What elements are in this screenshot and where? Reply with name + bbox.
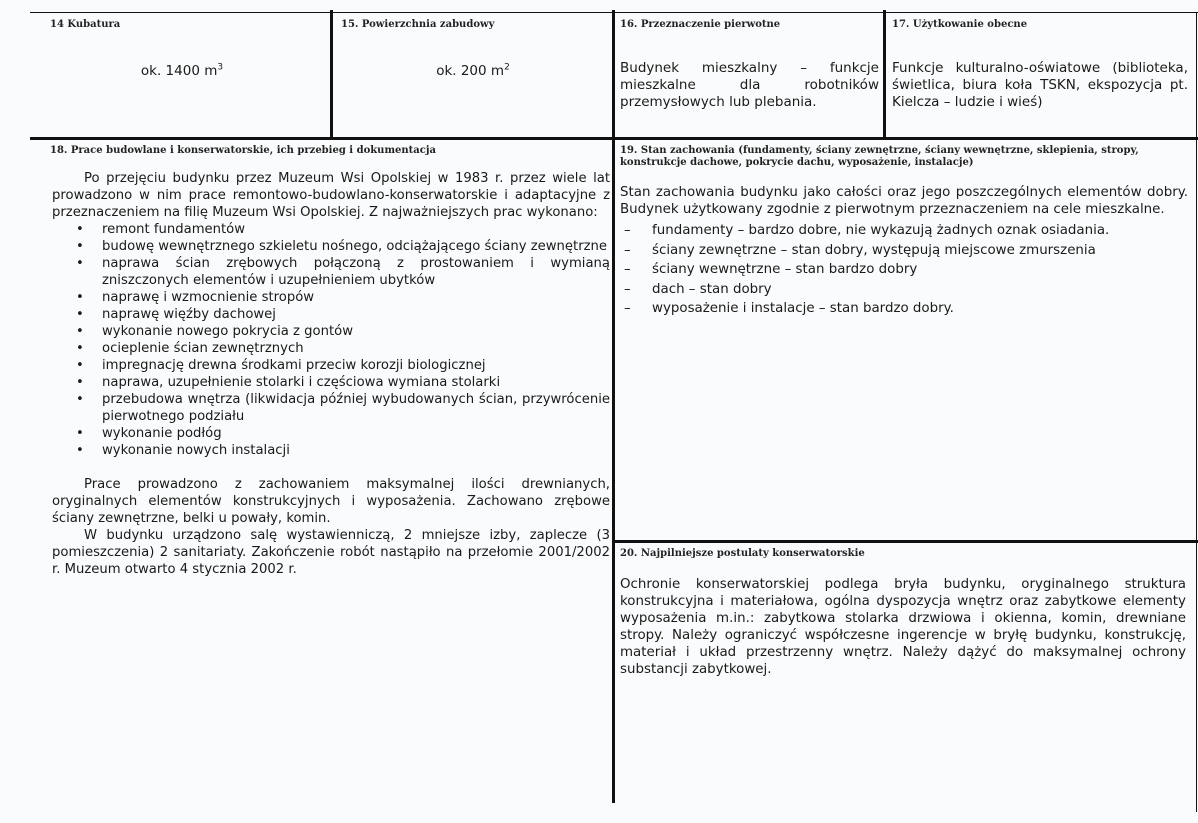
prace-list-item (52, 323, 610, 340)
prace-para3: W budynku urządzono salę wystawienniczą, 2 mniejsze izby, zaplecze (3 pomieszczenia) 2 sanitariaty. Zakończenie robót nastąpiło na przełomie 2001/2002 r. Muzeum otwarto 4 stycznia 2002 r. (52, 528, 610, 577)
value-uzytkowanie: Funkcje kulturalno-oświatowe (biblioteka, świetlica, biura koła TSKN, ekspozycja pt. Kielcza – ludzie i wieś) (892, 60, 1188, 110)
prace-list-item-text: wykonanie nowego pokrycia z gontów (102, 324, 353, 339)
divider-14-15 (330, 10, 333, 139)
stan-list-item (620, 241, 1188, 261)
dash-marker: – (624, 281, 631, 297)
bullet-marker: • (76, 307, 84, 322)
spacer (52, 459, 610, 476)
divider-16-17 (883, 10, 886, 139)
prace-list-item (52, 442, 610, 459)
prace-list-item-text: remont fundamentów (102, 222, 246, 237)
value-kubatura-sup: 3 (217, 62, 224, 73)
value-powierzchnia-sup: 2 (504, 62, 510, 73)
divider-15-16 (612, 10, 615, 803)
prace-list-item (52, 357, 610, 374)
value-przeznaczenie: Budynek mieszkalny – funkcje mieszkalne dla robotników przemysłowych lub plebania. (620, 60, 879, 110)
row-divider (30, 137, 1198, 140)
bullet-marker: • (76, 358, 84, 373)
stan-list-item (620, 299, 1188, 319)
prace-list-item-text: wykonanie podłóg (102, 426, 222, 441)
stan-list-item (620, 280, 1188, 300)
prace-list-item-text: impregnację drewna środkami przeciw korozji biologicznej (102, 358, 486, 373)
prace-list-item (52, 391, 610, 425)
bullet-marker: • (76, 426, 84, 441)
right-border (1196, 12, 1197, 812)
prace-list-item-text: naprawę i wzmocnienie stropów (102, 290, 315, 305)
prace-list (52, 221, 610, 459)
prace-intro: Po przejęciu budynku przez Muzeum Wsi Opolskiej w 1983 r. przez wiele lat prowadzono w nim prace remontowo-budowlano-konserwatorskie i adaptacyjne z przeznaczeniem na filię Muzeum Wsi Opolskiej. Z najważniejszych prac wykonano: (52, 171, 610, 220)
stan-list-item (620, 260, 1188, 280)
stan-list-item-text: ściany wewnętrzne – stan bardzo dobry (652, 262, 918, 277)
prace-list-item (52, 340, 610, 357)
bullet-marker: • (76, 290, 84, 305)
divider-19-20 (612, 540, 1198, 543)
caption-stan: 19. Stan zachowania (fundamenty, ściany zewnętrzne, ściany wewnętrzne, sklepienia, stropy, konstrukcje dachowe, pokrycie dachu, wyposażenie, instalacje) (620, 145, 1139, 168)
bullet-marker: • (76, 324, 84, 339)
prace-list-item (52, 238, 610, 255)
bullet-marker: • (76, 222, 84, 237)
prace-list-item-text: naprawę więźby dachowej (102, 307, 276, 322)
caption-przeznaczenie: 16. Przeznaczenie pierwotne (620, 19, 781, 30)
caption-kubatura: 14 Kubatura (50, 19, 121, 30)
prace-list-item-text: wykonanie nowych instalacji (102, 443, 290, 458)
prace-list-item-text: przebudowa wnętrza (likwidacja później wybudowanych ścian, przywrócenie pierwotnego podziału (102, 392, 610, 424)
dash-marker: – (624, 242, 631, 258)
value-kubatura-text: ok. 1400 m (140, 63, 218, 79)
postulaty-text: Ochronie konserwatorskiej podlega bryła budynku, oryginalnego struktura konstrukcyjna i materiałowa, ogólna dyspozycja wnętrz oraz zabytkowe elementy wyposażenia m.in.: zabytkowa stolarka drzwiowa i okienna, komin, drewniane stropy. Należy ograniczyć współczesne ingerencje w bryłę budynku, konstrukcję, materiał i układ przestrzenny wnętrz. Należy dążyć do maksymalnej ochrony substancji zabytkowej. (620, 577, 1186, 677)
prace-list-item (52, 289, 610, 306)
prace-list-item (52, 221, 610, 238)
prace-para2: Prace prowadzono z zachowaniem maksymalnej ilości drewnianych, oryginalnych elementów konstrukcyjnych i wyposażenia. Zachowano zrębowe ściany zewnętrzne, belki u powały, komin. (52, 477, 610, 526)
stan-list (620, 221, 1188, 319)
prace-list-item (52, 425, 610, 442)
bullet-marker: • (76, 341, 84, 356)
value-powierzchnia-text: ok. 200 m (436, 63, 505, 79)
prace-list-item-text: naprawa ścian zrębowych połączoną z prostowaniem i wymianą zniszczonych elementów i uzupełnieniem ubytków (102, 256, 610, 288)
stan-list-item-text: wyposażenie i instalacje – stan bardzo dobry. (652, 301, 954, 316)
bullet-marker: • (76, 392, 84, 407)
dash-marker: – (624, 262, 631, 277)
dash-marker: – (624, 223, 631, 238)
value-powierzchnia (334, 63, 612, 80)
caption-postulaty: 20. Najpilniejsze postulaty konserwatorskie (620, 548, 865, 559)
prace-list-item (52, 255, 610, 289)
caption-prace: 18. Prace budowlane i konserwatorskie, ich przebieg i dokumentacja (50, 145, 436, 156)
prace-list-item-text: budowę wewnętrznego szkieletu nośnego, odciążającego ściany zewnętrzne (102, 239, 608, 254)
prace-list-item (52, 374, 610, 391)
caption-powierzchnia: 15. Powierzchnia zabudowy (341, 19, 495, 30)
prace-content (52, 170, 610, 578)
prace-list-item-text: ocieplenie ścian zewnętrznych (102, 341, 304, 356)
stan-list-item-text: dach – stan dobry (652, 281, 772, 297)
dash-marker: – (624, 301, 631, 316)
stan-content (620, 184, 1188, 319)
stan-list-item-text: ściany zewnętrzne – stan dobry, występują miejscowe zmurszenia (652, 242, 1096, 258)
bullet-marker: • (76, 443, 84, 458)
prace-list-item (52, 306, 610, 323)
bullet-marker: • (76, 256, 84, 271)
stan-list-item-text: fundamenty – bardzo dobre, nie wykazują żadnych oznak osiadania. (652, 223, 1110, 238)
stan-intro: Stan zachowania budynku jako całości oraz jego poszczególnych elementów dobry. Budynek użytkowany zgodnie z pierwotnym przeznaczeniem na cele mieszkalne. (620, 185, 1188, 217)
stan-list-item (620, 221, 1188, 241)
prace-list-item-text: naprawa, uzupełnienie stolarki i częściowa wymiana stolarki (102, 375, 501, 390)
caption-uzytkowanie: 17. Użytkowanie obecne (892, 19, 1028, 30)
bullet-marker: • (76, 239, 84, 254)
bullet-marker: • (76, 375, 84, 390)
value-kubatura (34, 63, 330, 80)
